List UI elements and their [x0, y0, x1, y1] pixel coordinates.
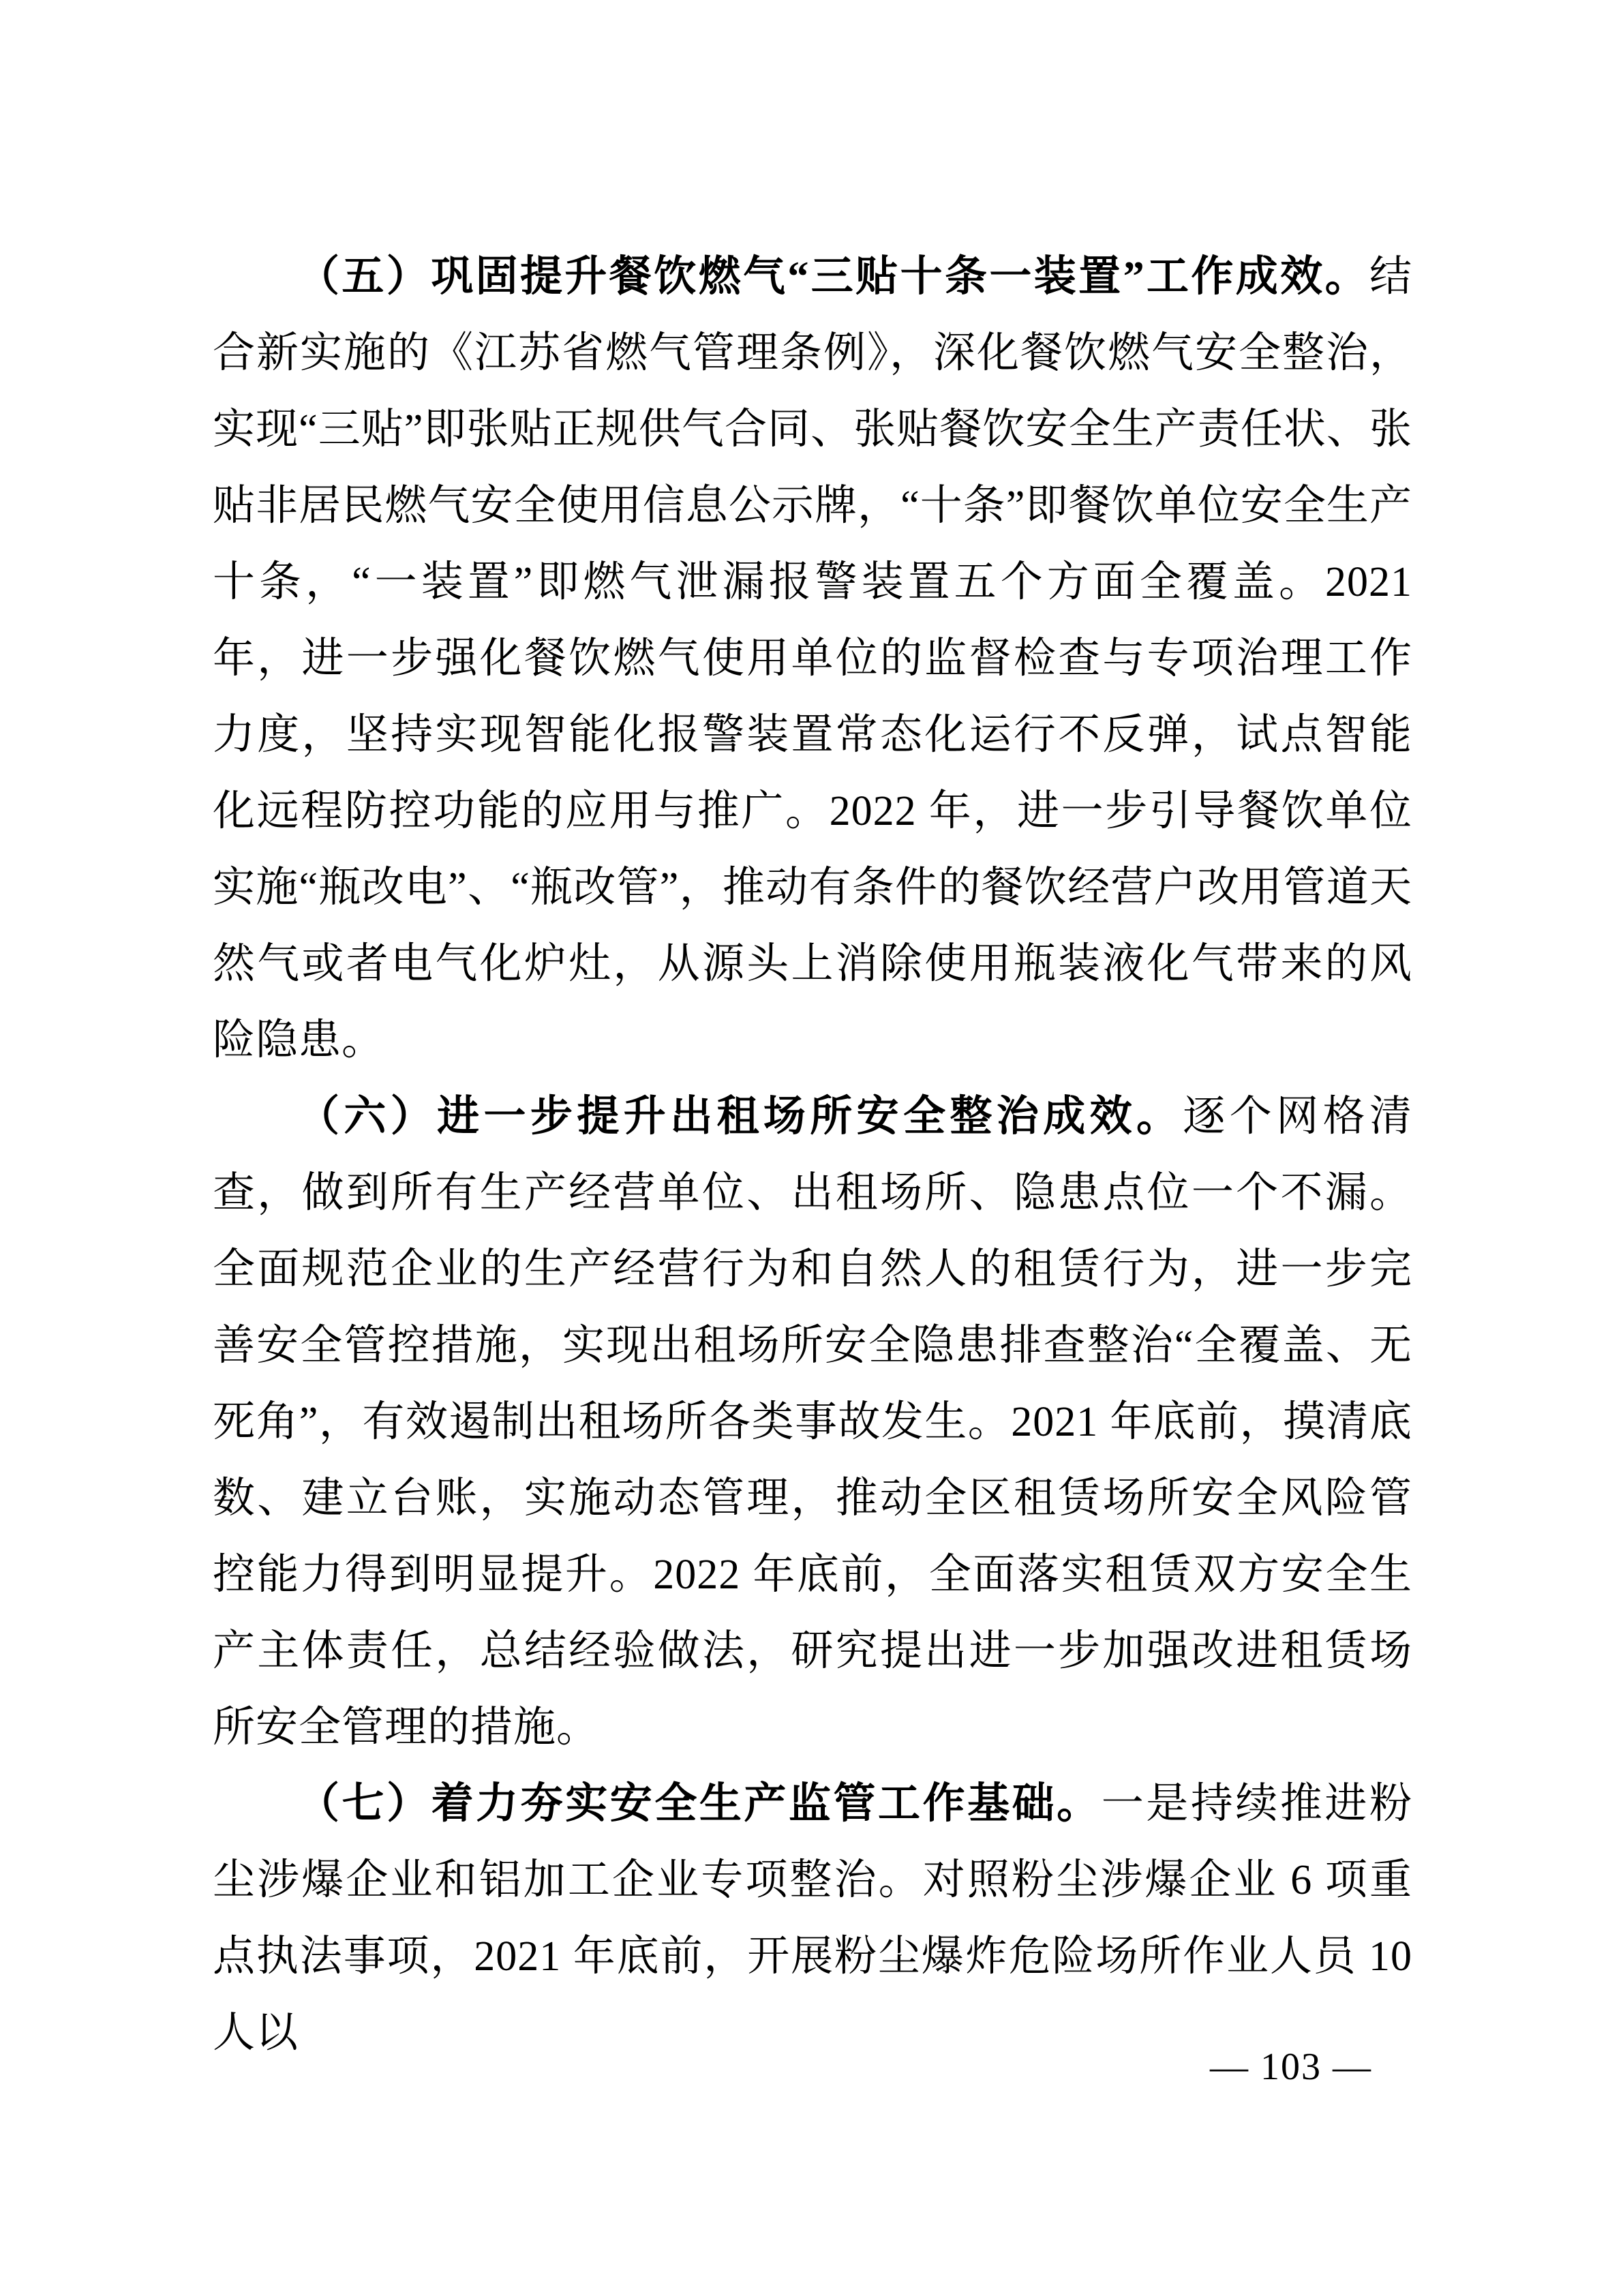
- section-6-heading: （六）进一步提升出租场所安全整治成效。: [297, 1093, 1183, 1140]
- paragraph-section-5: [213, 239, 1412, 1078]
- paragraph-section-7: [213, 1766, 1412, 2071]
- section-5-heading: （五）巩固提升餐饮燃气“三贴十条一装置”工作成效。: [297, 254, 1369, 300]
- section-5-text: 结合新实施的《江苏省燃气管理条例》，深化餐饮燃气安全整治，实现“三贴”即张贴正规供气合同、张贴餐饮安全生产责任状、张贴非居民燃气安全使用信息公示牌，“十条”即餐饮单位安全生产十条，“一装置”即燃气泄漏报警装置五个方面全覆盖。2021 年，进一步强化餐饮燃气使用单位的监督检查与专项治理工作力度，坚持实现智能化报警装置常态化运行不反弹，试点智能化远程防控功能的应用与推广。2022 年，进一步引导餐饮单位实施“瓶改电”、“瓶改管”，推动有条件的餐饮经营户改用管道天然气或者电气化炉灶，从源头上消除使用瓶装液化气带来的风险隐患。: [213, 254, 1412, 1063]
- section-6-text: 逐个网格清查，做到所有生产经营单位、出租场所、隐患点位一个不漏。全面规范企业的生产经营行为和自然人的租赁行为，进一步完善安全管控措施，实现出租场所安全隐患排查整治“全覆盖、无死角”，有效遏制出租场所各类事故发生。2021 年底前，摸清底数、建立台账，实施动态管理，推动全区租赁场所安全风险管控能力得到明显提升。2022 年底前，全面落实租赁双方安全生产主体责任，总结经验做法，研究提出进一步加强改进租赁场所安全管理的措施。: [213, 1093, 1412, 1751]
- document-body: [213, 239, 1412, 2071]
- page-number: — 103 —: [1210, 2046, 1372, 2088]
- section-7-text: 一是持续推进粉尘涉爆企业和铝加工企业专项整治。对照粉尘涉爆企业 6 项重点执法事项，2021 年底前，开展粉尘爆炸危险场所作业人员 10 人以: [213, 1781, 1412, 2056]
- section-7-heading: （七）着力夯实安全生产监管工作基础。: [297, 1781, 1102, 1827]
- paragraph-section-6: [213, 1078, 1412, 1766]
